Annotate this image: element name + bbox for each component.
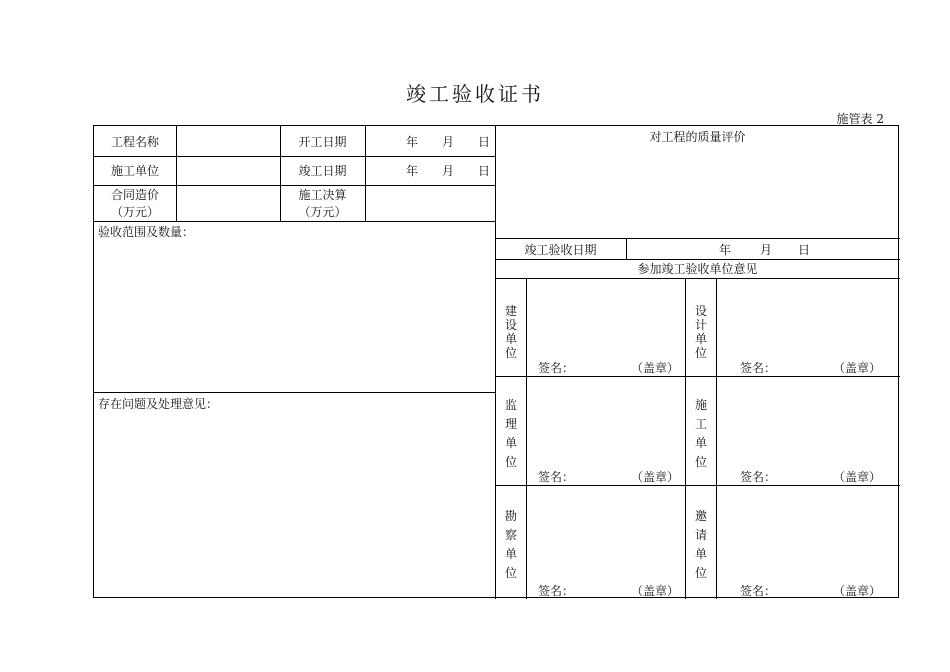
acceptance-month-label: 月: [760, 243, 773, 257]
final-account-label: 施工决算: [298, 188, 347, 202]
survey-unit-label: 勘察单位: [504, 509, 517, 580]
builder-seal-label: （盖章）: [631, 361, 680, 375]
divider: [176, 126, 177, 221]
acceptance-day-label: 日: [798, 243, 811, 257]
designer-unit-label: 设计单位: [694, 304, 707, 360]
divider: [365, 126, 366, 221]
certificate-form: [93, 125, 899, 598]
form-number: 施管表 2: [836, 112, 884, 126]
supervisor-seal-label: （盖章）: [631, 470, 680, 484]
divider: [495, 259, 900, 260]
start-year-label: 年: [406, 135, 419, 149]
completion-year-label: 年: [406, 164, 419, 178]
divider: [94, 156, 495, 157]
construction-sign-label: 签名：: [740, 470, 777, 484]
contract-price-label: 合同造价: [110, 188, 159, 202]
divider: [716, 278, 717, 599]
survey-seal-label: （盖章）: [631, 584, 680, 598]
divider: [685, 278, 686, 599]
acceptance-year-label: 年: [719, 243, 732, 257]
divider: [495, 376, 900, 377]
divider: [94, 185, 495, 186]
completion-day-label: 日: [478, 164, 491, 178]
page-title: 竣工验收证书: [406, 82, 544, 106]
designer-sign-label: 签名：: [740, 361, 777, 375]
construction-unit-label: 施工单位: [694, 398, 707, 469]
start-month-label: 月: [442, 135, 455, 149]
designer-seal-label: （盖章）: [833, 361, 882, 375]
completion-date-label: 竣工日期: [298, 164, 347, 178]
survey-sign-label: 签名：: [538, 584, 575, 598]
supervisor-unit-label: 监理单位: [504, 398, 517, 469]
scope-label: 验收范围及数量：: [98, 225, 195, 239]
divider: [495, 238, 900, 239]
divider: [626, 238, 627, 259]
acceptance-date-label: 竣工验收日期: [524, 243, 597, 257]
contract-price-unit: （万元）: [110, 205, 159, 219]
final-account-unit: （万元）: [298, 205, 347, 219]
divider: [526, 278, 527, 599]
divider: [94, 221, 495, 222]
invited-sign-label: 签名：: [740, 584, 777, 598]
invited-unit-label: 邀请单位: [694, 509, 707, 580]
opinions-header: 参加竣工验收单位意见: [637, 262, 758, 276]
completion-month-label: 月: [442, 164, 455, 178]
contractor-label: 施工单位: [110, 164, 159, 178]
supervisor-sign-label: 签名：: [538, 470, 575, 484]
start-date-label: 开工日期: [298, 135, 347, 149]
builder-sign-label: 签名：: [538, 361, 575, 375]
divider: [495, 278, 900, 279]
divider: [495, 485, 900, 486]
divider: [94, 392, 495, 393]
builder-unit-label: 建设单位: [504, 304, 517, 360]
quality-evaluation-label: 对工程的质量评价: [649, 130, 746, 144]
invited-seal-label: （盖章）: [833, 584, 882, 598]
divider: [495, 126, 496, 599]
project-name-label: 工程名称: [110, 135, 159, 149]
construction-seal-label: （盖章）: [833, 470, 882, 484]
start-day-label: 日: [478, 135, 491, 149]
issues-label: 存在问题及处理意见：: [98, 397, 219, 411]
